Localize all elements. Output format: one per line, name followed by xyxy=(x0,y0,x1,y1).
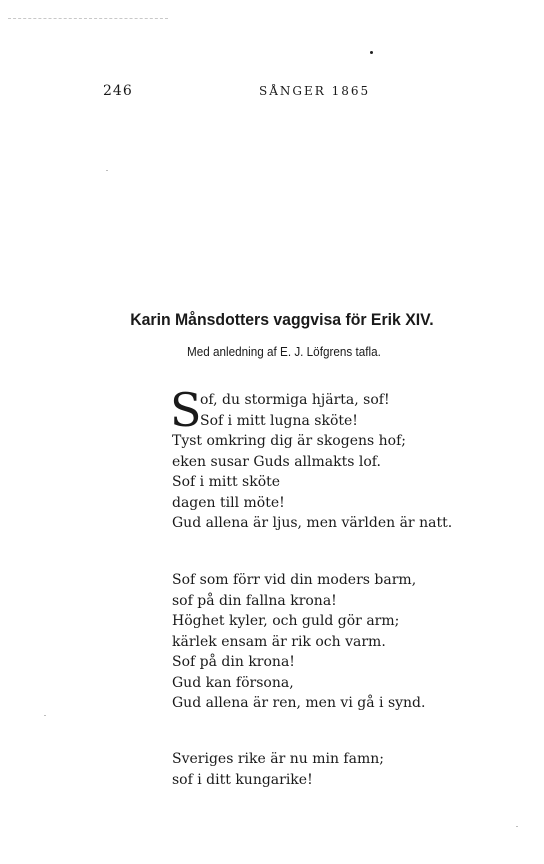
verse-line: sof i ditt kungarike! xyxy=(172,771,313,788)
stanza xyxy=(172,749,384,790)
verse-line: eken susar Guds allmakts lof. xyxy=(172,453,381,470)
scan-artifact-line xyxy=(8,18,168,20)
verse-line: Sof på din krona! xyxy=(172,654,295,670)
verse-line: Gud allena är ljus, men världen är natt. xyxy=(172,515,453,531)
verse-line: Sof i mitt sköte xyxy=(172,474,281,490)
ink-dot xyxy=(370,51,373,54)
verse-line: Gud allena är ren, men vi gå i synd. xyxy=(172,695,426,711)
verse-line: of, du stormiga hjärta, sof! xyxy=(200,392,390,408)
verse-line: Gud kan försona, xyxy=(172,674,294,691)
page-number: 246 xyxy=(103,83,133,99)
running-head: SÅNGER 1865 xyxy=(259,84,371,98)
verse-line: Sveriges rike är nu min famn; xyxy=(172,751,384,767)
drop-cap: S xyxy=(170,383,202,437)
stanza xyxy=(170,383,453,534)
stanza xyxy=(172,570,425,714)
verse-line: kärlek ensam är rik och varm. xyxy=(172,633,386,650)
verse-line: Tyst omkring dig är skogens hof; xyxy=(172,433,406,449)
poem-subtitle: Med anledning af E. J. Löfgrens tafla. xyxy=(187,344,381,359)
verse-line: Sof i mitt lugna sköte! xyxy=(200,412,358,429)
verse-line: Sof som förr vid din moders barm, xyxy=(172,572,417,588)
verse-line: Höghet kyler, och guld gör arm; xyxy=(172,613,400,629)
poem-title: Karin Månsdotters vaggvisa för Erik XIV. xyxy=(130,310,434,329)
verse-line: sof på din fallna krona! xyxy=(172,592,337,609)
verse-line: dagen till möte! xyxy=(172,494,285,511)
